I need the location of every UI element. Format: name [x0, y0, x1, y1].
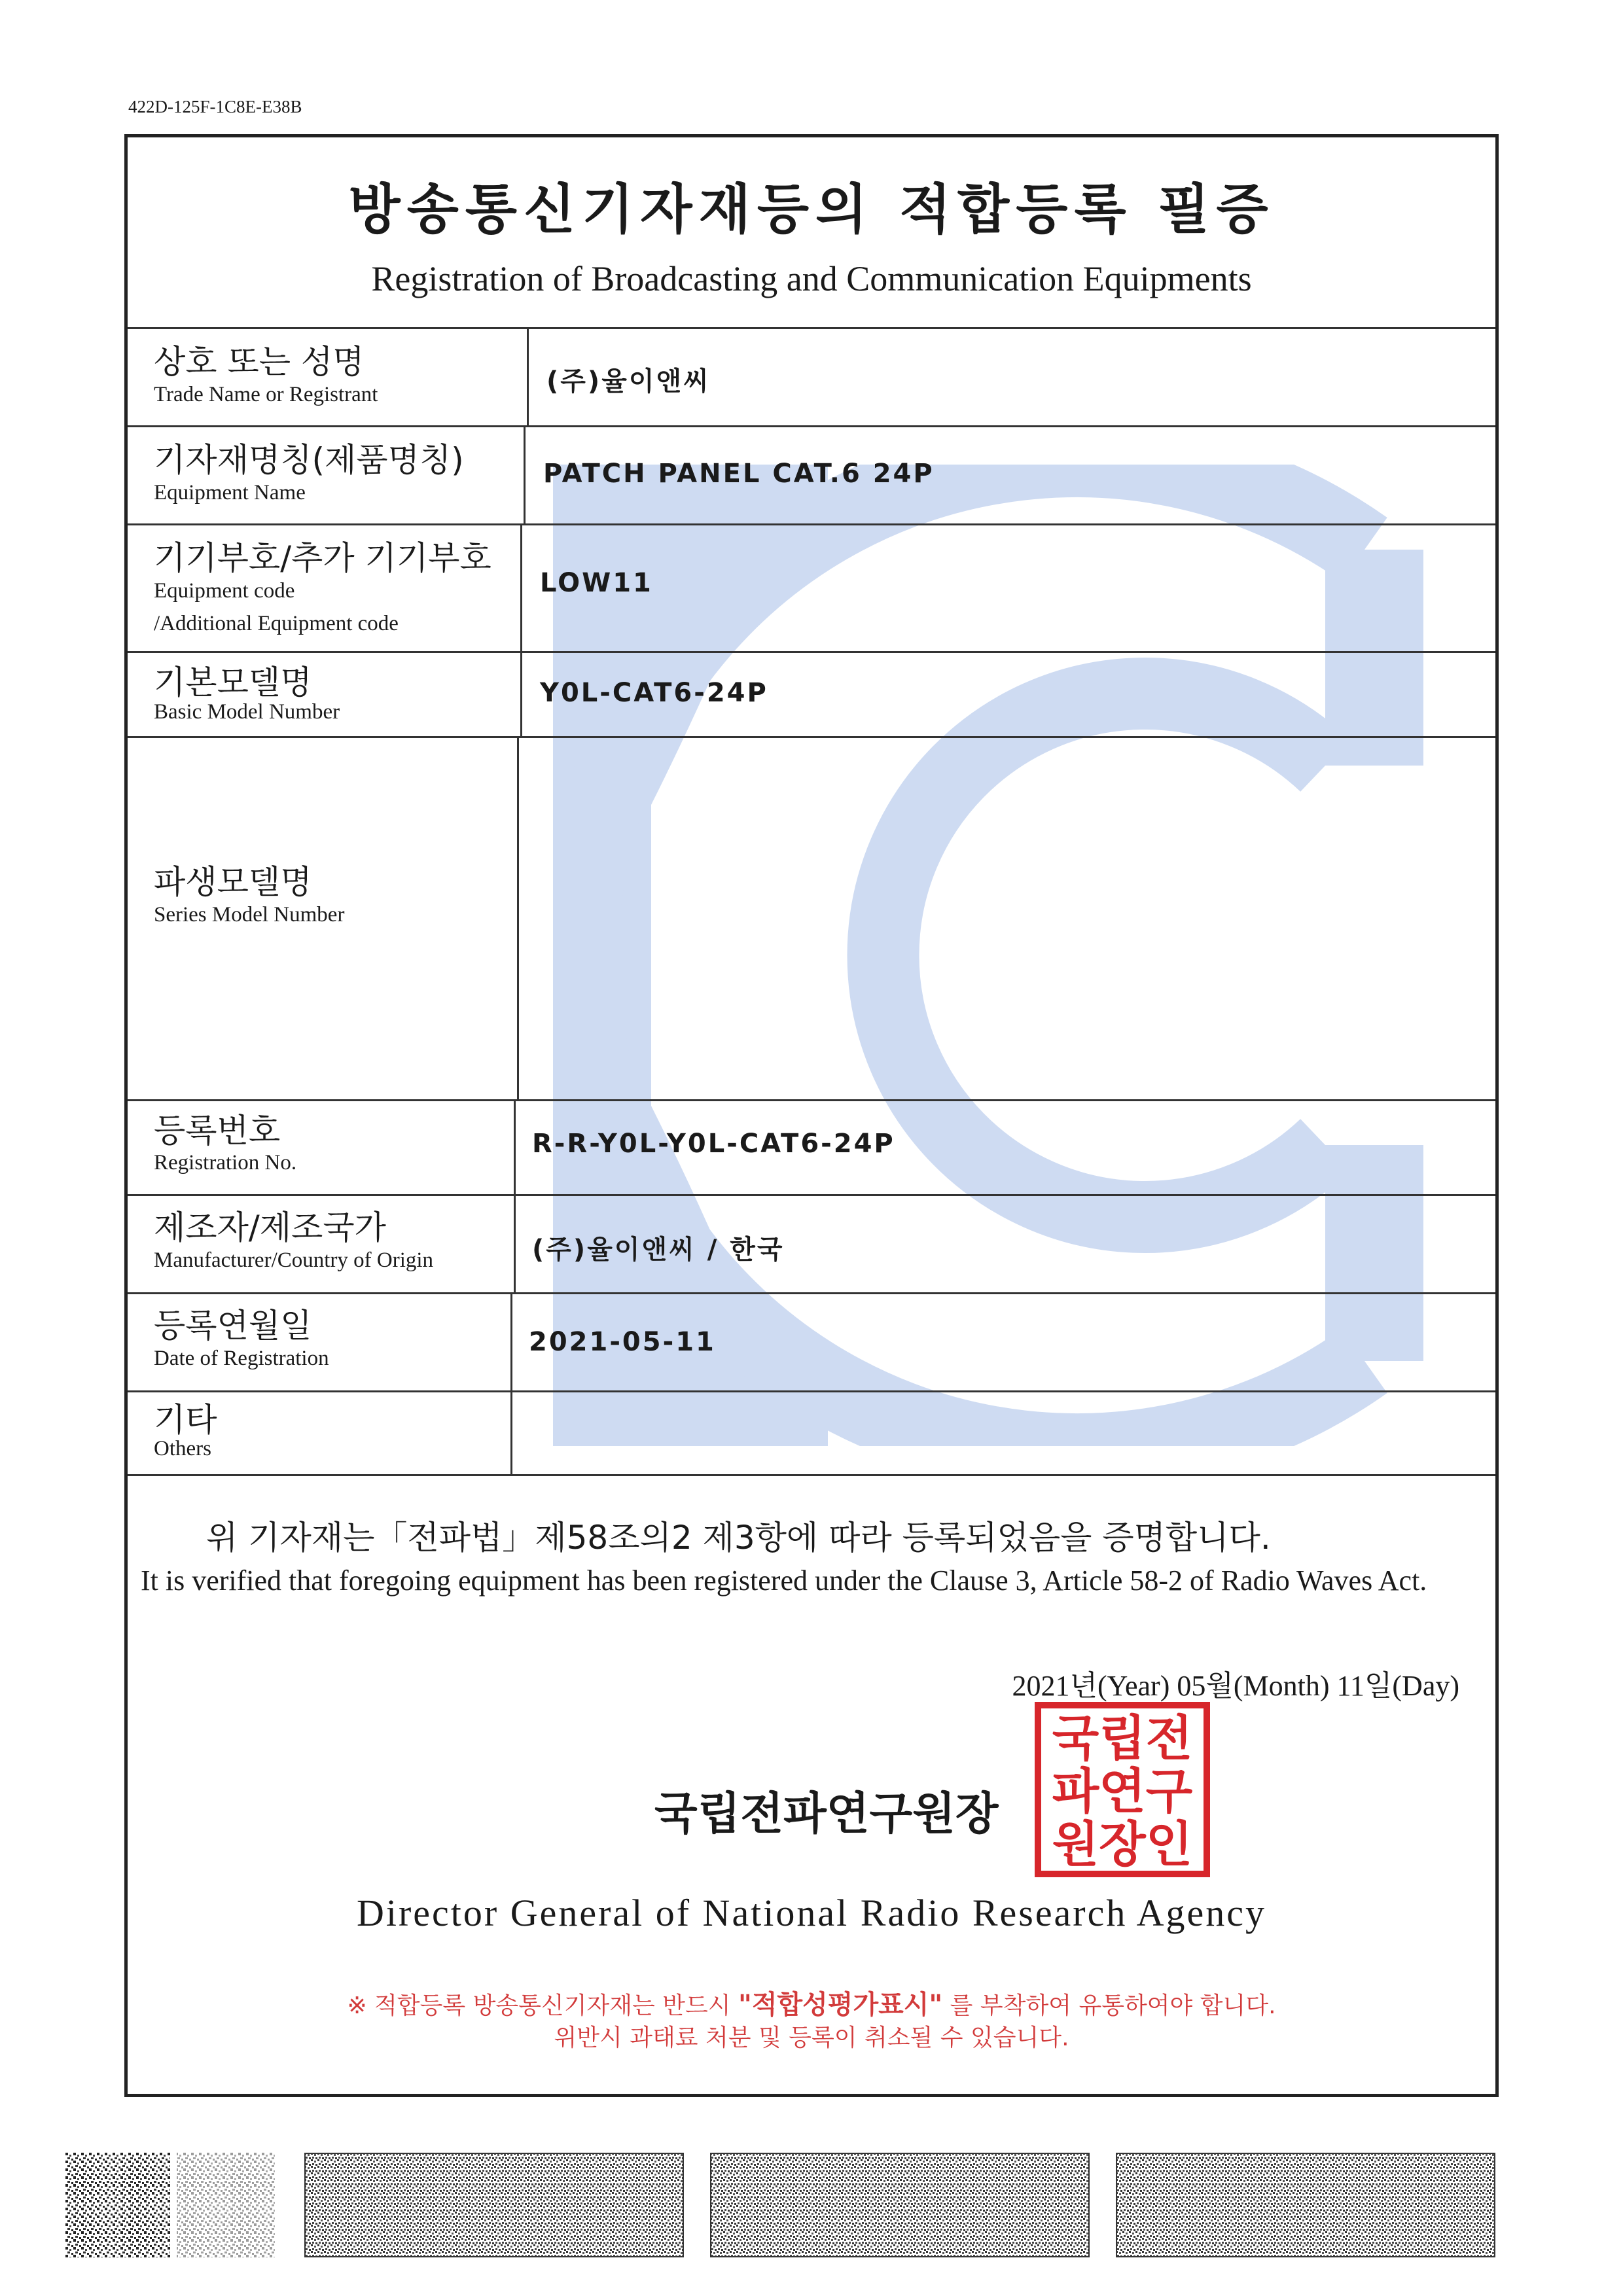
- label-english: Basic Model Number: [154, 700, 340, 724]
- security-code-icon: [65, 2153, 275, 2257]
- label-cell: [128, 1294, 512, 1392]
- table-row: [128, 651, 1495, 738]
- notice-prefix: ※ 적합등록 방송통신기자재는 반드시: [347, 1992, 731, 2019]
- label-english: Manufacturer/Country of Origin: [154, 1248, 434, 1272]
- label-english: Date of Registration: [154, 1347, 329, 1370]
- equipment-code-value: LOW11: [540, 568, 653, 598]
- statement-english: It is verified that foregoing equipment has been registered under the Clause 3, Article 58-2 of Radio Waves Act.: [141, 1564, 1427, 1597]
- issue-date: 2021년(Year) 05월(Month) 11일(Day): [1012, 1670, 1459, 1702]
- label-korean: 상호 또는 성명: [154, 343, 365, 381]
- seal-text-line2: 파연구: [1052, 1763, 1193, 1820]
- director-english: Director General of National Radio Research Agency: [356, 1892, 1267, 1934]
- table-row: [128, 1099, 1495, 1196]
- label-english: Equipment Name: [154, 481, 306, 504]
- security-code-icon: [710, 2153, 1090, 2257]
- label-cell: [128, 1101, 516, 1196]
- notice-line2: 위반시 과태료 처분 및 등록이 취소될 수 있습니다.: [554, 2024, 1069, 2051]
- label-cell: [128, 1392, 512, 1474]
- label-cell: [128, 738, 519, 1101]
- official-seal-icon: [1034, 1701, 1211, 1878]
- label-english: Trade Name or Registrant: [154, 383, 378, 406]
- label-cell: [128, 653, 522, 738]
- title-korean: 방송통신기자재등의 적합등록 필증: [348, 179, 1275, 241]
- table-row: [128, 736, 1495, 1101]
- security-code-icon: [1116, 2153, 1495, 2257]
- label-korean: 기기부호/추가 기기부호: [154, 539, 491, 577]
- label-korean: 기본모델명: [154, 663, 312, 701]
- label-korean: 기타: [154, 1401, 217, 1439]
- label-korean: 파생모델명: [154, 863, 312, 901]
- label-korean: 제조자/제조국가: [154, 1209, 386, 1246]
- label-cell: [128, 329, 529, 427]
- trade-name-value: (주)율이앤씨: [546, 366, 711, 397]
- statement-korean: 위 기자재는「전파법」제58조의2 제3항에 따라 등록되었음을 증명합니다.: [206, 1519, 1271, 1557]
- table-row: [128, 327, 1495, 427]
- title-english: Registration of Broadcasting and Communication Equipments: [371, 259, 1252, 298]
- manufacturer-value: (주)율이앤씨 / 한국: [532, 1235, 785, 1265]
- table-row: [128, 425, 1495, 525]
- notice-emphasis: "적합성평가표시": [738, 1990, 943, 2020]
- table-row: [128, 523, 1495, 653]
- registration-no-value: R-R-Y0L-Y0L-CAT6-24P: [532, 1129, 895, 1159]
- security-code-icon: [304, 2153, 684, 2257]
- table-row: [128, 1390, 1495, 1476]
- seal-text-line1: 국립전: [1052, 1710, 1193, 1767]
- label-english: Others: [154, 1437, 211, 1460]
- label-korean: 기자재명칭(제품명칭): [154, 441, 464, 479]
- label-cell: [128, 1196, 516, 1294]
- table-row: [128, 1292, 1495, 1392]
- certificate-frame: [124, 134, 1499, 2097]
- label-korean: 등록번호: [154, 1112, 281, 1150]
- label-cell: [128, 427, 526, 525]
- notice-line1: [128, 1984, 1495, 2021]
- label-english-line2: /Additional Equipment code: [154, 612, 399, 635]
- label-cell: [128, 525, 522, 653]
- basic-model-value: Y0L-CAT6-24P: [540, 678, 768, 708]
- label-korean: 등록연월일: [154, 1307, 312, 1345]
- equipment-name-value: PATCH PANEL CAT.6 24P: [543, 459, 935, 489]
- table-row: [128, 1194, 1495, 1294]
- director-korean: 국립전파연구원장: [654, 1788, 999, 1840]
- notice-suffix: 를 부착하여 유통하여야 합니다.: [950, 1992, 1276, 2019]
- document-id: 422D-125F-1C8E-E38B: [128, 97, 302, 116]
- label-english: Registration No.: [154, 1151, 297, 1174]
- label-english: Series Model Number: [154, 903, 345, 927]
- seal-text-line3: 원장인: [1052, 1816, 1193, 1873]
- registration-date-value: 2021-05-11: [529, 1327, 716, 1357]
- label-english: Equipment code: [154, 579, 295, 603]
